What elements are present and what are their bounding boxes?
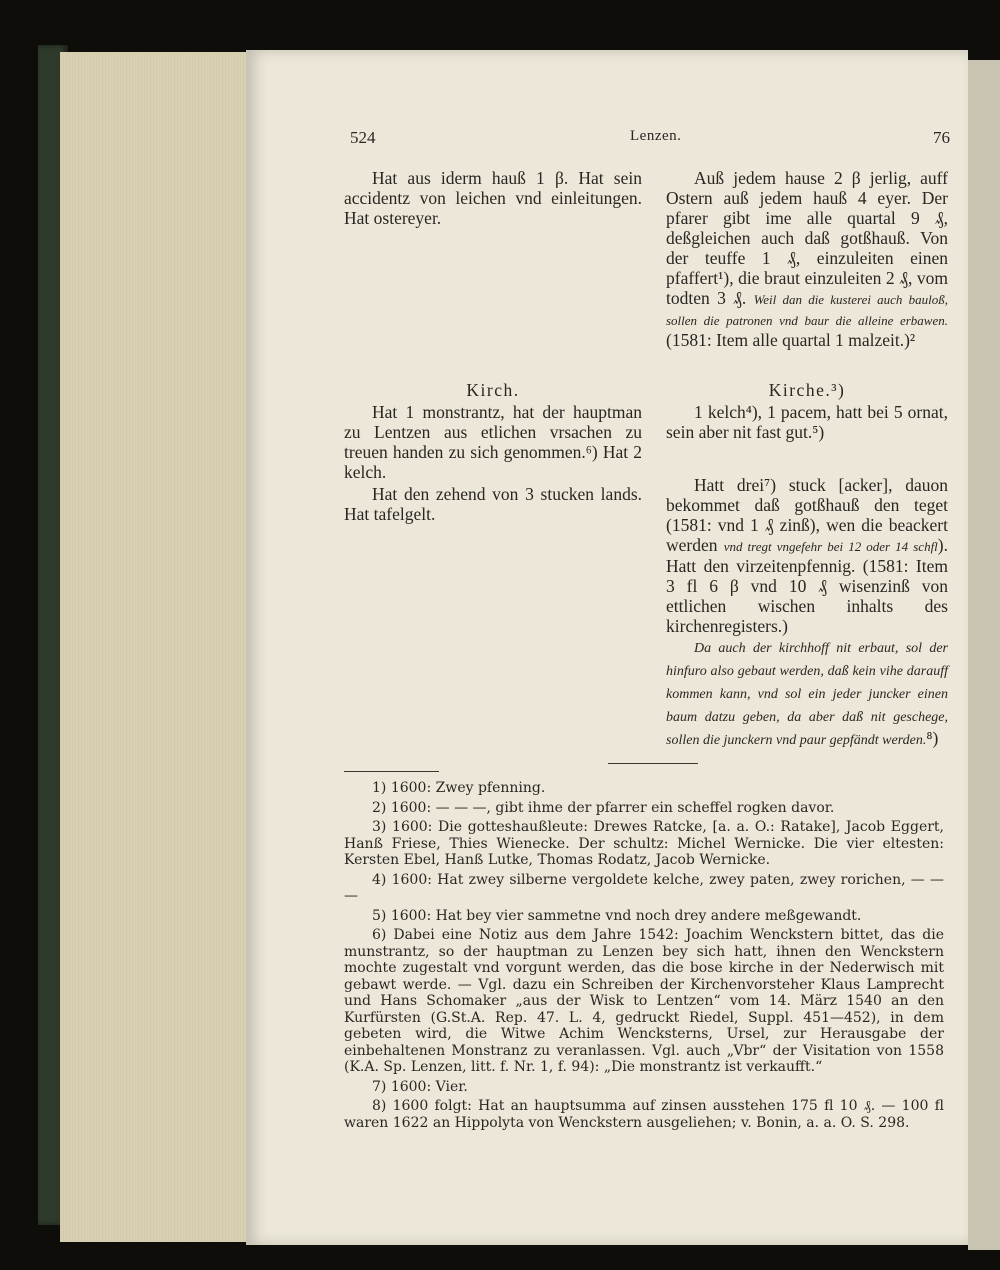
right-paragraph-3-italic: vnd tregt vngefehr bei 12 oder 14 schfl <box>723 539 938 554</box>
running-title: Lenzen. <box>630 128 682 144</box>
left-heading: Kirch. <box>466 380 520 400</box>
footnote: 8) 1600 folgt: Hat an hauptsumma auf zinsen ausstehen 175 fl 10 ₰. — 100 fl waren 1622 an Hippolyta von Wenckstern ausgeliehen; v. Bonin, a. a. O. S. 298. <box>344 1098 944 1131</box>
right-paragraph-1-italic: Weil dan die kusterei auch bauloß, sollen die patronen vnd baur die alleine erbawen. <box>666 292 949 328</box>
running-header <box>350 128 950 152</box>
page-number: 524 <box>350 128 376 147</box>
right-paragraph-3-rest: ). Hatt den virzeitenpfennig. (1581: Item 3 fl 6 β vnd 10 ₰ wisenzinß von ettlichen wischen inhalts des kirchenregisters.) <box>666 535 948 636</box>
right-paragraph-1-text: Auß jedem hause 2 β jerlig, auff Ostern auß jedem hauß 4 eyer. Der pfarer gibt ime alle quartal 9 ₰, deßgleichen auch daß gotßhauß. Von der teuffe 1 ₰, einzuleiten einen pfaffert¹), die braut einzuleiten 2 ₰, vom todten 3 ₰. <box>666 168 948 308</box>
right-block-3 <box>666 475 948 751</box>
footnote: 7) 1600: Vier. <box>372 1078 468 1095</box>
footnote: 1) 1600: Zwey pfenning. <box>372 780 546 796</box>
right-paragraph-4 <box>666 636 948 751</box>
footnote: 3) 1600: Die gotteshaußleute: Drewes Ratcke, [a. a. O.: Ratake], Jacob Eggert, Hanß Friese, Thies Wienecke. Der schultz: Michel Wernicke. Die vier eltesten: Kersten Ebel, Hanß Lutke, Thomas Rodatz, Jacob Wernicke. <box>344 819 944 868</box>
page-edges <box>60 52 248 1242</box>
footnote: 5) 1600: Hat bey vier sammetne vnd noch drey andere meßgewandt. <box>372 907 862 924</box>
right-block-2 <box>666 380 948 442</box>
footnote: 4) 1600: Hat zwey silberne vergoldete kelche, zwey paten, zwey rorichen, — — — <box>344 871 944 904</box>
footnotes <box>344 780 944 1134</box>
right-heading: Kirche.³) <box>768 380 846 400</box>
left-block-2 <box>344 380 642 524</box>
footnote-separator-left <box>344 771 439 772</box>
right-paragraph-3 <box>666 475 948 636</box>
footnote: 6) Dabei eine Notiz aus dem Jahre 1542: Joachim Wenckstern bittet, das die munstrantz, so der hauptman zu Lenzen bey sich hatt, ihnen den Wenckstern mochte zugestalt vnd vorgunt werden, das die bose kirche in der Nederwisch mit gebawt werde. — Vgl. dazu ein Schreiben der Kirchenvorsteher Klaus Lamprecht und Hans Schomaker „aus der Wisk to Lentzen“ vom 14. März 1540 an den Kurfürsten (G.St.A. Rep. 47. L. 4, gedruckt Riedel, Suppl. 451—452), in dem gebeten wird, die Witwe Achim Wencksterns, Ursel, zur Herausgabe der einbehaltenen Monstranz zu veranlassen. Vgl. auch „Vbr“ der Visitation von 1558 (K.A. Sp. Lenzen, litt. f. Nr. 1, f. 94): „Die monstrantz ist verkaufft.“ <box>344 927 944 1075</box>
left-paragraph-3: Hat den zehend von 3 stucken lands. Hat tafelgelt. <box>344 484 642 524</box>
left-block-1 <box>344 168 642 228</box>
left-paragraph-1: Hat aus iderm hauß 1 β. Hat sein accidentz von leichen vnd einleitungen. Hat ostereyer. <box>344 168 642 228</box>
next-page-edge <box>968 60 1000 1250</box>
right-paragraph-2: 1 kelch⁴), 1 pacem, hatt bei 5 ornat, sein aber nit fast gut.⁵) <box>666 402 948 442</box>
right-number: 76 <box>933 128 950 147</box>
right-paragraph-1-end: (1581: Item alle quartal 1 malzeit.)² <box>666 330 916 350</box>
right-paragraph-4-italic: Da auch der kirchhoff nit erbaut, sol der hinfuro also gebaut werden, daß kein vihe darauff kommen kann, vnd sol ein jeder juncker einen baum datzu geben, da aber daß nit geschege, sollen die junckern vnd paur gepfändt werden. <box>666 641 948 748</box>
right-paragraph-3-text: Hatt drei⁷) stuck [acker], dauon bekommet daß gotßhauß den teget (1581: vnd 1 ₰ zinß), wen die beackert werden <box>666 475 948 555</box>
right-block-1 <box>666 168 948 350</box>
right-paragraph-4-end: ⁸) <box>926 728 939 748</box>
left-paragraph-2: Hat 1 monstrantz, hat der hauptman zu Lentzen aus etlichen vrsachen zu treuen handen zu sich genommen.⁶) Hat 2 kelch. <box>344 402 642 482</box>
footnote: 2) 1600: — — —, gibt ihme der pfarrer ein scheffel rogken davor. <box>372 799 835 816</box>
right-paragraph-1 <box>666 168 948 350</box>
footnote-separator-right <box>608 763 698 764</box>
